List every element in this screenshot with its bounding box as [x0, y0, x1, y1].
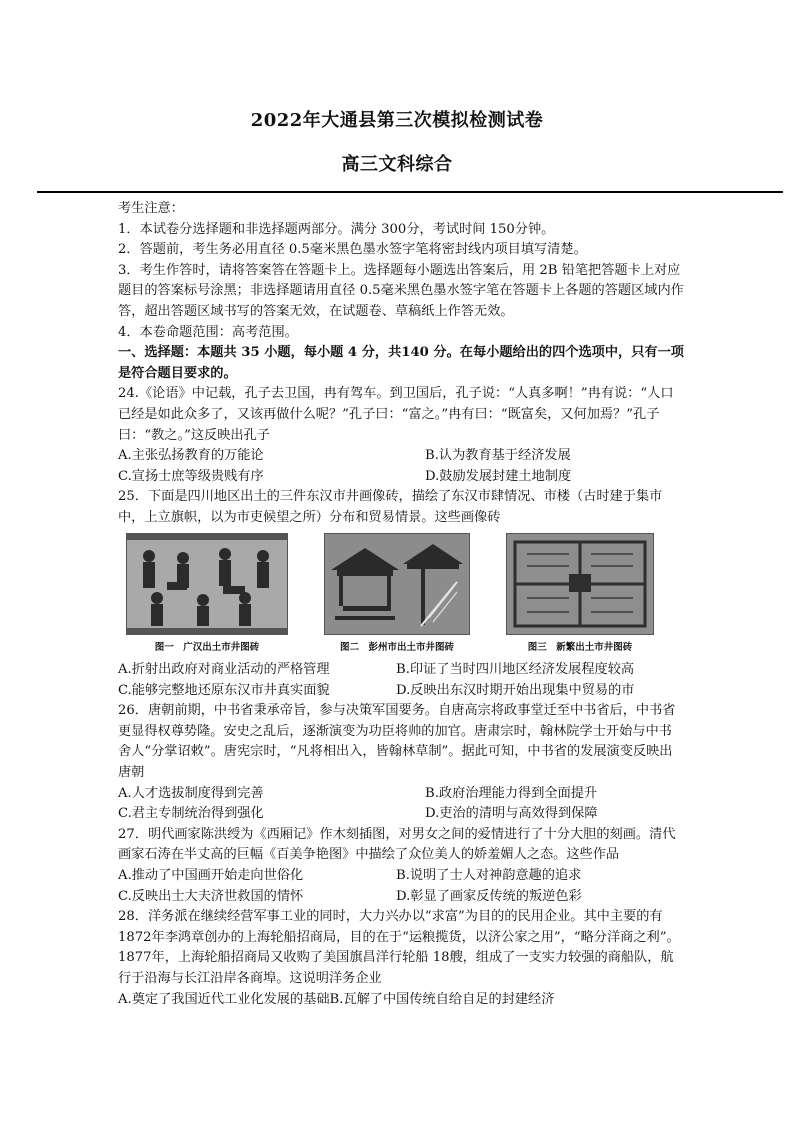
figure-1	[126, 533, 288, 659]
option-d: D.吏治的清明与高效得到保障	[425, 806, 598, 822]
option-a: A.人才选拔制度得到完善	[118, 785, 264, 801]
question-stem-27: 27．明代画家陈洪绶为《西厢记》作木刻插图，对男女之间的爱情进行了十分大胆的刻画。清代画家石涛在半丈高的巨幅《百美争艳图》中描绘了众位美人的娇羞媚人之态。这些作品	[118, 826, 676, 863]
options-28	[118, 990, 684, 1011]
question-stem-25: 25．下面是四川地区出土的三件东汉市井画像砖，描绘了东汉市肆情况、市楼（古时建于集市中，上立旗帜，以为市吏候望之所）分布和贸易情景。这些画像砖	[118, 489, 663, 525]
option-c: C.反映出士大夫济世救国的情怀	[118, 888, 304, 904]
options-25	[118, 660, 684, 701]
exam-body	[118, 199, 684, 1010]
figure-caption-1: 图一 广汉出土市井图砖	[154, 641, 260, 653]
question-stem-26: 26．唐朝前期，中书省秉承帝旨，参与决策军国要务。自唐高宗将政事堂迁至中书省后，中书省更显得权尊势隆。安史之乱后，逐渐演变为功臣将帅的加官。唐肃宗时，翰林院学士开始与中书舍人“分掌诏敕”。唐宪宗时，“凡将相出入，皆翰林草制”。据此可知，中书省的发展演变反映出唐朝	[118, 703, 676, 781]
option-b: B.瓦解了中国传统自给自足的封建经济	[329, 991, 555, 1007]
option-d: D.彰显了画家反传统的叛逆色彩	[396, 888, 582, 904]
notice-item: 3．考生作答时，请将答案答在答题卡上。选择题每小题选出答案后，用 2B 铅笔把答题卡上对应题目的答案标号涂黑；非选择题请用直径 0.5毫米黑色墨水签字笔在答题卡上各题的答题区域内作答，超出答题区域书写的答案无效，在试题卷、草稿纸上作答无效。	[118, 262, 684, 319]
option-b: B.政府治理能力得到全面提升	[425, 785, 598, 801]
option-c: C.君主专制统治得到强化	[118, 806, 264, 822]
option-c: C.能够完整地还原东汉市井真实面貌	[118, 682, 330, 698]
option-a: A.奠定了我国近代工业化发展的基础	[118, 991, 330, 1007]
section-heading: 一、选择题：本题共 35 小题，每小题 4 分，共140 分。在每小题给出的四个选项中，只有一项是符合题目要求的。	[118, 345, 684, 381]
options-24	[118, 446, 684, 487]
options-27	[118, 866, 684, 907]
brick-relief-image-3	[506, 533, 654, 635]
option-b: B.认为教育基于经济发展	[425, 448, 571, 464]
option-b: B.说明了士人对神韵意趣的追求	[396, 868, 582, 884]
option-d: D.反映出东汉时期开始出现集中贸易的市	[396, 682, 635, 698]
brick-relief-image-1	[126, 533, 288, 635]
figure-caption-3: 图三 新繁出土市井图砖	[527, 641, 633, 653]
options-26	[118, 784, 684, 825]
notice-heading: 考生注意：	[118, 201, 184, 216]
question-stem-24: 24.《论语》中记载，孔子去卫国，冉有驾车。到卫国后，孔子说：“人真多啊！”冉有说：“人口已经是如此众多了，又该再做什么呢？”孔子曰：“富之。”冉有曰：“既富矣，又何加焉？”孔子曰：“教之。”这反映出孔子	[118, 386, 674, 443]
brick-relief-image-2	[324, 533, 470, 635]
option-a: A.推动了中国画开始走向世俗化	[118, 868, 304, 884]
option-a: A.主张弘扬教育的万能论	[118, 448, 264, 464]
header-divider	[37, 191, 783, 193]
option-b: B.印证了当时四川地区经济发展程度较高	[396, 662, 635, 678]
notice-item: 1．本试卷分选择题和非选择题两部分。满分 300分，考试时间 150分钟。	[118, 221, 555, 237]
figure-3	[506, 533, 654, 659]
exam-subtitle: 高三文科综合	[341, 154, 453, 175]
figure-caption-2: 图二 彭州市出土市井图砖	[339, 641, 454, 653]
option-c: C.宣扬士庶等级贵贱有序	[118, 468, 264, 484]
exam-title: 2022年大通县第三次模拟检测试卷	[250, 110, 544, 131]
question-stem-28: 28．洋务派在继续经营军事工业的同时，大力兴办以“求富”为目的的民用企业。其中主要的有 1872年李鸿章创办的上海轮船招商局，目的在于“运粮揽货，以济公家之用”，“略分洋商之利”。1877年，上海轮船招商局又收购了美国旗昌洋行轮船 18艘，组成了一支实力较强的商船队，航行于沿海与长江沿岸各商埠。这说明洋务企业	[118, 909, 680, 986]
option-d: D.鼓励发展封建土地制度	[425, 468, 572, 484]
notice-item: 4．本卷命题范围：高考范围。	[118, 324, 298, 340]
figure-2	[324, 533, 470, 659]
notice-item: 2．答题前，考生务必用直径 0.5毫米黑色墨水签字笔将密封线内项目填写清楚。	[118, 242, 587, 258]
figure-row	[126, 533, 654, 659]
option-a: A.折射出政府对商业活动的严格管理	[118, 662, 330, 678]
